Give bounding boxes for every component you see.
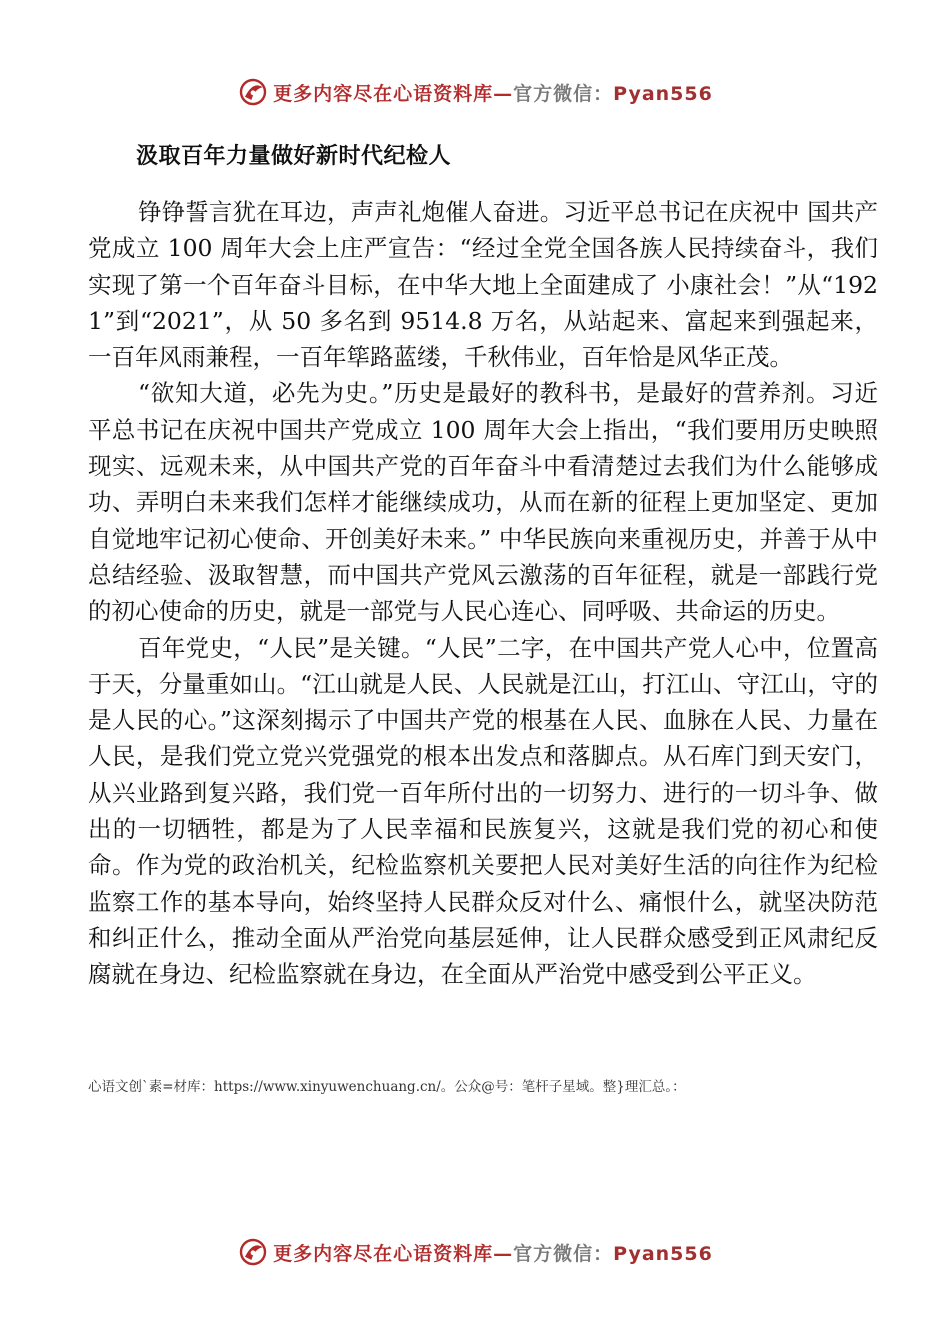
banner-brand-text: 更多内容尽在心语资料库 (273, 1242, 494, 1265)
header-banner (0, 72, 950, 112)
footer-banner (0, 1232, 950, 1272)
banner-wechat-id: Pyan556 (613, 82, 713, 105)
banner-text (273, 79, 713, 106)
banner-wechat-label: 官方微信： (513, 82, 614, 105)
banner-brand-text: 更多内容尽在心语资料库 (273, 82, 494, 105)
red-swirl-logo-icon (237, 76, 269, 108)
red-swirl-logo-icon (237, 1236, 269, 1268)
banner-text (273, 1239, 713, 1266)
paragraph-3: 百年党史，“人民”是关键。“人民”二字，在中国共产党人心中，位置高于天，分量重如山。“江山就是人民、人民就是江山，打江山、守江山，守的是人民的心。”这深刻揭示了中国共产党的根基在人民、血脉在人民、力量在人民，是我们党立党兴党强党的根本出发点和落脚点。从石库门到天安门，从兴业路到复兴路，我们党一百年所付出的一切努力、进行的一切斗争、做出的一切牺牲，都是为了人民幸福和民族复兴，这就是我们党的初心和使命。作为党的政治机关，纪检监察机关要把人民对美好生活的向往作为纪检监察工作的基本导向，始终坚持人民群众反对什么、痛恨什么，就坚决防范和纠正什么，推动全面从严治党向基层延伸，让人民群众感受到正风肃纪反腐就在身边、纪检监察就在身边，在全面从严治党中感受到公平正义。 (88, 633, 878, 989)
banner-wechat-label: 官方微信： (513, 1242, 614, 1265)
article-body (88, 194, 878, 993)
banner-separator: — (493, 1242, 514, 1265)
paragraph-1: 铮铮誓言犹在耳边，声声礼炮催人奋进。习近平总书记在庆祝中 国共产党成立 100 周年大会上庄严宣告：“经过全党全国各族人民持续奋斗，我们实现了第一个百年奋斗目标，在中华大地上全面建成了 小康社会！”从“1921”到“2021”，从 50 多名到 9514.8 万名，从站起来、富起来到强起来，一百年风雨兼程，一百年筚路蓝缕，千秋伟业，百年恰是风华正茂。 (88, 198, 878, 372)
banner-wechat-id: Pyan556 (613, 1242, 713, 1265)
paragraph-2: “欲知大道，必先为史。”历史是最好的教科书，是最好的营养剂。习近平总书记在庆祝中国共产党成立 100 周年大会上指出，“我们要用历史映照现实、远观未来，从中国共产党的百年奋斗中看清楚过去我们为什么能够成功、弄明白未来我们怎样才能继续成功，从而在新的征程上更加坚定、更加自觉地牢记初心使命、开创美好未来。” 中华民族向来重视历史，并善于从中总结经验、汲取智慧，而中国共产党风云激荡的百年征程，就是一部践行党的初心使命的历史，就是一部党与人民心连心、同呼吸、共命运的历史。 (88, 379, 878, 626)
banner-separator: — (493, 82, 514, 105)
source-footnote: 心语文创`素=材库：https://www.xinyuwenchuang.cn/。公众@号：笔杆子星域。整}理汇总。： (88, 1079, 686, 1095)
page-title: 汲取百年力量做好新时代纪检人 (136, 144, 452, 169)
